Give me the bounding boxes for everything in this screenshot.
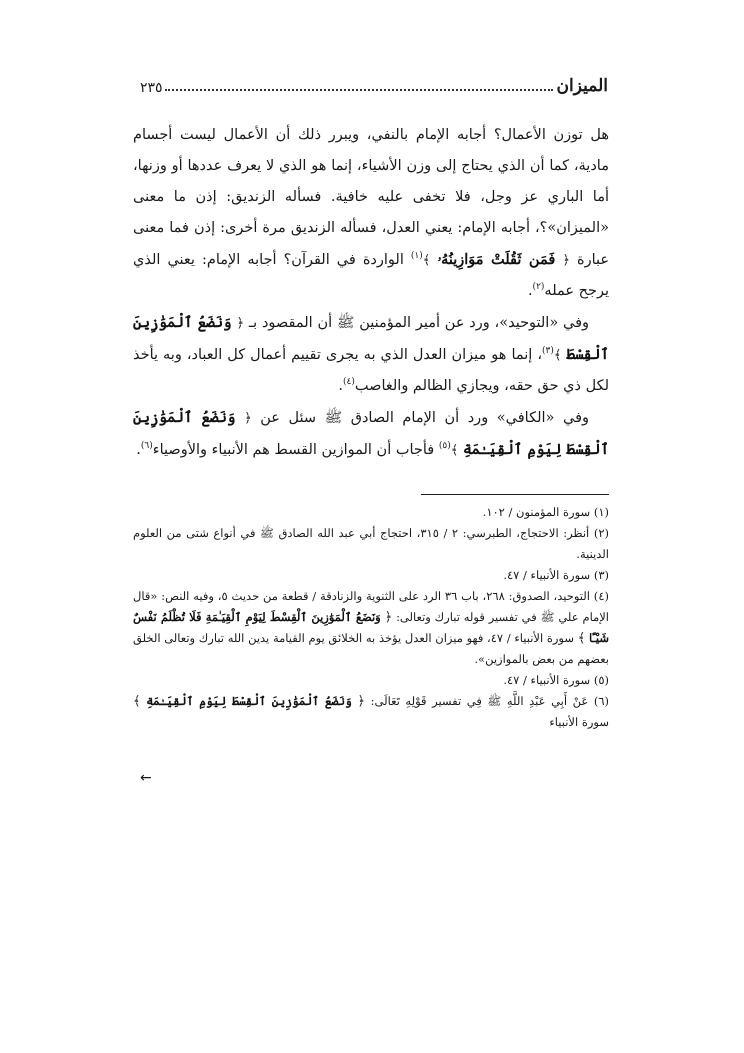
page-number: ٢٣٥	[140, 80, 163, 96]
paragraph-3-rest: فأجاب أن الموازين القسط هم الأنبياء والأوصياء	[152, 442, 439, 458]
footnote-3: (٣) سورة الأنبياء / ٤٧.	[503, 568, 609, 582]
footnote-5: (٥) سورة الأنبياء / ٤٧.	[503, 673, 609, 687]
footnotes	[133, 502, 609, 733]
paragraph-1-rest: الواردة في القرآن؟ أجابه الإمام: يعني الذي يرجح عمله	[133, 252, 609, 299]
quran-verse: فَمَن ثَقُلَتْ مَوَازِينُهُۥ	[437, 251, 556, 268]
quran-bracket-open: ﴿	[244, 411, 252, 426]
paragraph-3-text: وفي «الكافي» ورد أن الإمام الصادق ﷺ سئل عن	[260, 410, 589, 426]
quran-bracket-open: ﴿	[384, 610, 393, 625]
footnote-ref: (٣)	[542, 346, 554, 357]
paragraph-3: وفي «الكافي» ورد أن الإمام الصادق ﷺ سئل عن ﴿ وَنَضَعُ ٱلْمَوَٰزِينَ ٱلْقِسْطَ لِيَوْمِ ٱلْقِيَـٰمَةِ ﴾$^{(٥)}$ فأجاب أن الموازين القسط هم الأنبياء والأوصياء$^{(٦)}$.	[133, 409, 609, 458]
footnote-ref: (٢)	[532, 282, 545, 293]
quran-bracket-close: ﴾	[553, 348, 562, 363]
quran-verse: وَنَضَعُ ٱلْمَوَٰزِينَ ٱلْقِسْطَ لِيَوْمِ ٱلْقِيَـٰمَةِ	[133, 409, 609, 458]
footnote-6-text: (٦) عَنْ أَبِي عَبْدِ اللَّهِ ﷺ فِي تفسير قَوْلِهِ تَعَالَى:	[370, 694, 610, 708]
footnote-2: (٢) أنظر: الاحتجاج، الطبرسي: ٢ / ٣١٥، احتجاج أبي عبد الله الصادق ﷺ في أنواع شتى من العلوم الدينية.	[133, 526, 609, 561]
footnote-1: (١) سورة المؤمنون / ١٠٢.	[482, 505, 609, 519]
footnote-6-rest: سورة الأنبياء	[549, 715, 609, 729]
header-dot-leader	[165, 88, 553, 91]
quran-bracket-close: ﴾	[450, 443, 459, 458]
running-header	[140, 68, 608, 96]
paragraph-2-rest: ، إنما هو ميزان العدل الذي به يجرى تقييم أعمال كل العباد، وبه يأخذ لكل ذي حق حقه، ويجازي الظالم والغاصب	[133, 347, 609, 394]
quran-verse: وَنَضَعُ ٱلْمَوَٰزِينَ ٱلْقِسْطَ لِيَوْمِ ٱلْقِيَـٰمَةِ فَلَا تُظْلَمُ نَفْسٌ شَيْـًٔا	[133, 610, 610, 645]
footnote-6	[133, 691, 609, 733]
footnote-ref: (٤)	[343, 377, 355, 388]
paragraph-1-text: هل توزن الأعمال؟ أجابه الإمام بالنفي، ويبرر ذلك أن الأعمال ليست أجسام مادية، كما أن الذي يحتاج إلى وزن الأشياء، إنما هو الذي لا يعرف عددها أو وزنها، أما الباري عز وجل، فلا تخفى عليه خافية. فسأله الزنديق: إذن ما معنى «الميزان»؟، أجابه الإمام: يعني العدل، فسأله الزنديق مرة أخرى: إذن فما معنى عبارة	[133, 127, 610, 268]
footnote-ref: (٥)	[438, 441, 451, 452]
quran-verse: وَنَضَعُ ٱلْمَوَٰزِينَ ٱلْقِسْطَ لِيَوْمِ ٱلْقِيَـٰمَةِ	[146, 694, 352, 708]
paragraph-1: هل توزن الأعمال؟ أجابه الإمام بالنفي، ويبرر ذلك أن الأعمال ليست أجسام مادية، كما أن الذي يحتاج إلى وزن الأشياء، إنما هو الذي لا يعرف عددها أو وزنها، أما الباري عز وجل، فلا تخفى عليه خافية. فسأله الزنديق: إذن ما معنى «الميزان»؟، أجابه الإمام: يعني العدل، فسأله الزنديق مرة أخرى: إذن فما معنى عبارة ﴿ فَمَن ثَقُلَتْ مَوَازِينُهُۥ ﴾$^{(١)}$ الواردة في القرآن؟ أجابه الإمام: يعني الذي يرجح عمله$^{(٢)}$.	[133, 127, 610, 299]
footnote-4	[133, 586, 609, 670]
main-text	[133, 120, 609, 466]
quran-bracket-close: ﴾	[133, 694, 141, 709]
quran-bracket-open: ﴿	[562, 253, 570, 268]
quran-bracket-open: ﴿	[357, 694, 366, 709]
continue-arrow-icon: ←	[140, 770, 152, 786]
paragraph-2: وفي «التوحيد»، ورد عن أمير المؤمنين ﷺ أن المقصود بـ ﴿ وَنَضَعُ ٱلْمَوَٰزِينَ ٱلْقِسْطَ ﴾$^{(٣)}$، إنما هو ميزان العدل الذي به يجرى تقييم أعمال كل العباد، وبه يأخذ لكل ذي حق حقه، ويجازي الظالم والغاصب$^{(٤)}$.	[133, 314, 610, 394]
footnote-ref: (١)	[410, 251, 423, 262]
running-header-title: الميزان	[556, 76, 608, 96]
quran-bracket-open: ﴿	[236, 316, 245, 331]
footnote-separator	[421, 494, 609, 495]
footnote-4-text: (٤) التوحيد، الصدوق: ٢٦٨، باب ٣٦ الرد على الثنوية والزنادقة / قطعة من حديث ٥، وفيه النص: «قال الإمام علي ﷺ في تفسير قوله تبارك وتعالى:	[133, 589, 609, 624]
footnote-4-rest: سورة الأنبياء / ٤٧، فهو ميزان العدل يؤخذ به الخلائق يوم القيامة يدين الله تبارك وتعالى الخلق بعضهم من بعض بالموازين».	[133, 631, 609, 666]
footnote-ref: (٦)	[140, 441, 153, 452]
paragraph-2-text: وفي «التوحيد»، ورد عن أمير المؤمنين ﷺ أن المقصود بـ	[248, 315, 590, 331]
quran-bracket-close: ﴾	[422, 253, 431, 268]
quran-verse: وَنَضَعُ ٱلْمَوَٰزِينَ ٱلْقِسْطَ	[133, 314, 610, 363]
quran-bracket-close: ﴾	[577, 631, 586, 646]
